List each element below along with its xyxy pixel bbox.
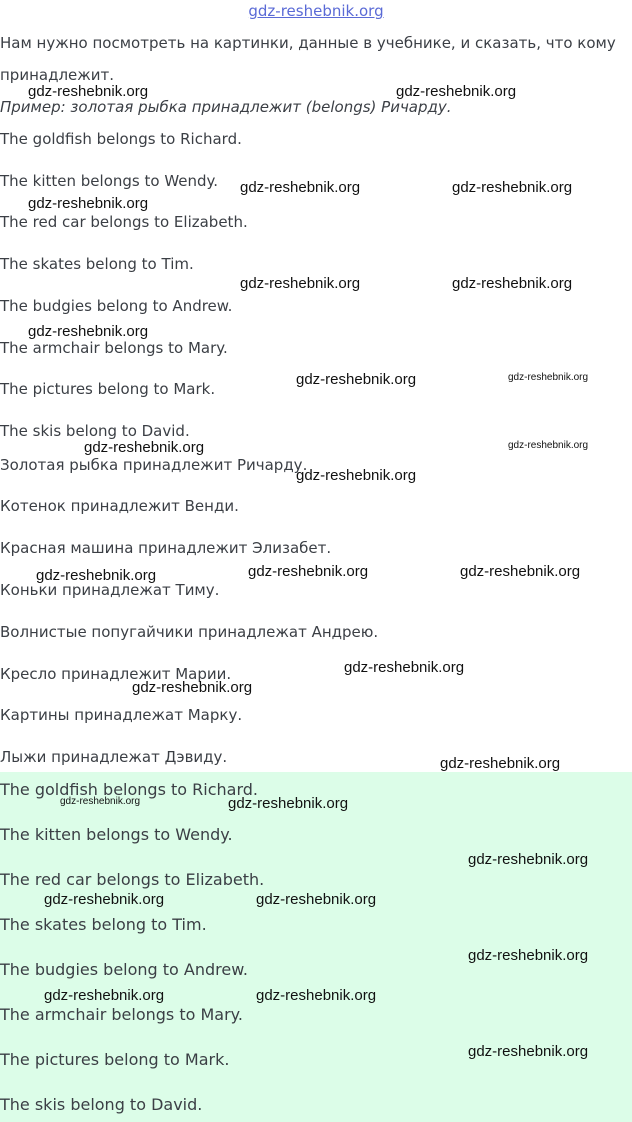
watermark: gdz-reshebnik.org (228, 795, 349, 812)
watermark: gdz-reshebnik.org (28, 195, 149, 212)
answer-sentence: The skis belong to David. (0, 1095, 203, 1114)
russian-sentence: Коньки принадлежат Тиму. (0, 581, 220, 599)
watermark: gdz-reshebnik.org (240, 179, 361, 196)
watermark: gdz-reshebnik.org (440, 755, 561, 772)
watermark: gdz-reshebnik.org (44, 891, 165, 908)
russian-sentence: Золотая рыбка принадлежит Ричарду. (0, 456, 308, 474)
russian-sentence: Котенок принадлежит Венди. (0, 497, 239, 515)
answer-sentence: The red car belongs to Elizabeth. (0, 870, 265, 889)
watermark: gdz-reshebnik.org (132, 679, 253, 696)
watermark: gdz-reshebnik.org (84, 439, 205, 456)
watermark: gdz-reshebnik.org (468, 1043, 589, 1060)
watermark: gdz-reshebnik.org (396, 83, 517, 100)
english-sentence: The armchair belongs to Mary. (0, 339, 228, 357)
english-sentence: The goldfish belongs to Richard. (0, 130, 242, 148)
english-sentence: The red car belongs to Elizabeth. (0, 213, 248, 231)
russian-sentence: Красная машина принадлежит Элизабет. (0, 539, 332, 557)
watermark: gdz-reshebnik.org (296, 371, 417, 388)
watermark: gdz-reshebnik.org (240, 275, 361, 292)
answer-sentence: The skates belong to Tim. (0, 915, 207, 934)
watermark: gdz-reshebnik.org (344, 659, 465, 676)
russian-sentence: Волнистые попугайчики принадлежат Андрею. (0, 623, 379, 641)
watermark: gdz-reshebnik.org (452, 179, 573, 196)
russian-sentence: Лыжи принадлежат Дэвиду. (0, 748, 228, 766)
watermark: gdz-reshebnik.org (28, 323, 149, 340)
english-sentence: The skates belong to Tim. (0, 255, 194, 273)
english-sentence: The kitten belongs to Wendy. (0, 172, 219, 190)
watermark: gdz-reshebnik.org (36, 567, 157, 584)
watermark: gdz-reshebnik.org (60, 796, 141, 807)
watermark: gdz-reshebnik.org (28, 83, 149, 100)
answer-sentence: The armchair belongs to Mary. (0, 1005, 243, 1024)
example-text: Пример: золотая рыбка принадлежит (belongs) Ричарду. (0, 98, 452, 116)
answer-sentence: The pictures belong to Mark. (0, 1050, 230, 1069)
watermark: gdz-reshebnik.org (44, 987, 165, 1004)
watermark: gdz-reshebnik.org (468, 851, 589, 868)
answer-sentence: The budgies belong to Andrew. (0, 960, 248, 979)
watermark: gdz-reshebnik.org (248, 563, 369, 580)
site-header-link[interactable]: gdz-reshebnik.org (248, 2, 384, 20)
watermark: gdz-reshebnik.org (468, 947, 589, 964)
russian-sentence: Картины принадлежат Марку. (0, 706, 243, 724)
english-sentence: The pictures belong to Mark. (0, 380, 216, 398)
watermark: gdz-reshebnik.org (256, 987, 377, 1004)
watermark: gdz-reshebnik.org (508, 440, 589, 451)
watermark: gdz-reshebnik.org (256, 891, 377, 908)
russian-sentence: Кресло принадлежит Марии. (0, 665, 232, 683)
watermark: gdz-reshebnik.org (452, 275, 573, 292)
intro-text-line-1: Нам нужно посмотреть на картинки, данные в учебнике, и сказать, что кому (0, 34, 616, 52)
watermark: gdz-reshebnik.org (296, 467, 417, 484)
english-sentence: The budgies belong to Andrew. (0, 297, 233, 315)
english-sentence: The skis belong to David. (0, 422, 190, 440)
answer-sentence: The kitten belongs to Wendy. (0, 825, 233, 844)
watermark: gdz-reshebnik.org (508, 372, 589, 383)
answer-sentence: The goldfish belongs to Richard. (0, 780, 258, 799)
intro-text-line-2: принадлежит. (0, 66, 115, 84)
watermark: gdz-reshebnik.org (460, 563, 581, 580)
